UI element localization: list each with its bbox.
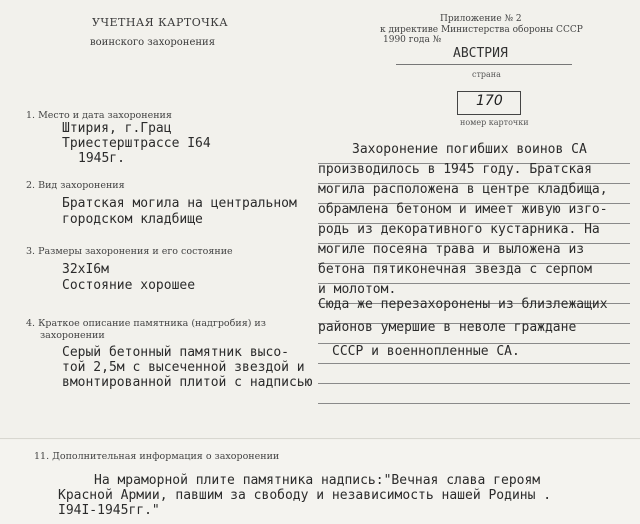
description-line-7: бетона пятиконечная звезда с серпом (318, 262, 592, 277)
appendix-line-3: 1990 года № (383, 35, 442, 45)
section-2-label: 2. Вид захоронения (26, 180, 125, 191)
description-line-4: обрамлена бетоном и имеет живую изго- (318, 202, 608, 217)
section-3-label: 3. Размеры захоронения и его состояние (26, 246, 233, 257)
additional-line-1: На мраморной плите памятника надпись:"Вечная слава героям (94, 473, 541, 488)
description-line-11: СССР и военнопленные СА. (332, 344, 520, 359)
section-2-line-2: городском кладбище (62, 212, 203, 227)
section-4-line-2: той 2,5м с высеченной звездой и (62, 360, 305, 375)
section-1-line-2: Триестерштрассе I64 (62, 136, 211, 151)
description-line-2: производилось в 1945 году. Братская (318, 162, 592, 177)
section-1-line-1: Штирия, г.Грац (62, 121, 172, 136)
section-1-line-3: 1945г. (78, 151, 125, 166)
ruled-line (318, 383, 630, 384)
country-caption: страна (472, 70, 501, 79)
additional-line-2: Красной Армии, павшим за свободу и независимость нашей Родины . (58, 488, 552, 503)
section-4-label-cont: захоронении (40, 330, 105, 341)
ruled-line (318, 363, 630, 364)
section-1-label: 1. Место и дата захоронения (26, 110, 172, 121)
card-title: УЧЕТНАЯ КАРТОЧКА (92, 16, 229, 29)
appendix-line-1: Приложение № 2 (440, 14, 522, 24)
description-line-6: могиле посеяна трава и выложена из (318, 242, 585, 257)
ruled-line (318, 403, 630, 404)
card-subtitle: воинского захоронения (90, 37, 216, 48)
country-underline (396, 64, 572, 65)
section-3-line-1: 32xI6м (62, 262, 109, 277)
section-4-line-1: Серый бетонный памятник высо- (62, 345, 289, 360)
scan-seam (0, 438, 640, 439)
card-number-caption: номер карточки (460, 118, 529, 127)
description-line-10: районов умершие в неволе граждане (318, 320, 577, 335)
country-value: АВСТРИЯ (453, 46, 508, 61)
description-line-3: могила расположена в центре кладбища, (318, 182, 608, 197)
section-4-label: 4. Краткое описание памятника (надгробия) из (26, 318, 266, 329)
description-line-8: и молотом. (318, 282, 397, 297)
section-3-line-2: Состояние хорошее (62, 278, 196, 293)
section-11-label: 11. Дополнительная информация о захоронении (34, 451, 280, 462)
card-number: 170 (476, 93, 503, 109)
description-line-1: Захоронение погибших воинов СА (352, 142, 587, 157)
section-2-line-1: Братская могила на центральном (62, 196, 297, 211)
description-line-9: Сюда же перезахоронены из близлежащих (318, 297, 608, 312)
description-line-5: родь из декоративного кустарника. На (318, 222, 600, 237)
section-4-line-3: вмонтированной плитой с надписью (62, 375, 313, 390)
appendix-line-2: к директиве Министерства обороны СССР (380, 25, 583, 35)
additional-line-3: I94I-1945гг." (58, 503, 160, 518)
